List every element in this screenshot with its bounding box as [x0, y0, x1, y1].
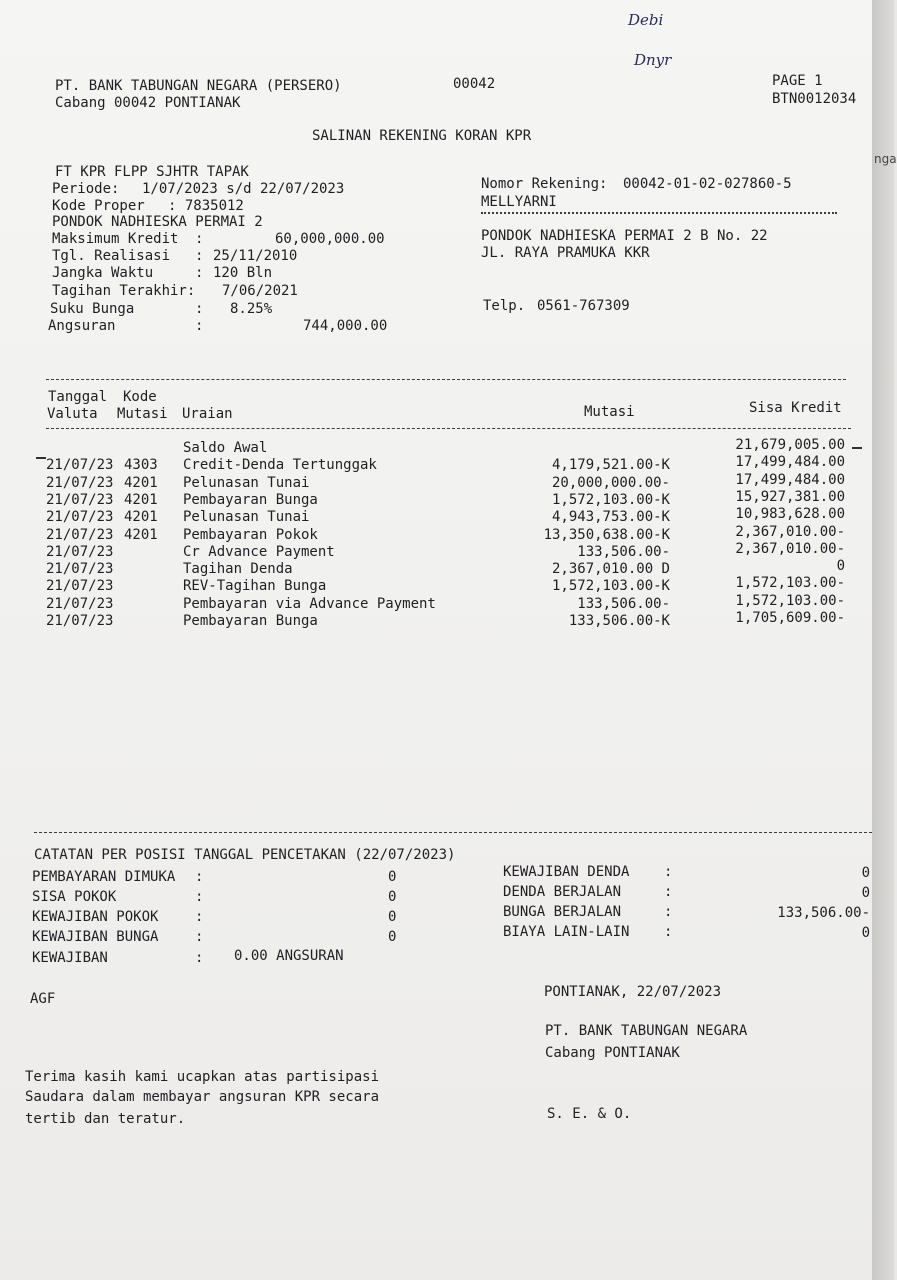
summary-right-value: 133,506.00-: [777, 905, 870, 921]
address-line-1: PONDOK NADHIESKA PERMAI 2 B No. 22: [481, 228, 768, 244]
colon: :: [664, 904, 673, 920]
bank-name: PT. BANK TABUNGAN NEGARA (PERSERO): [55, 78, 342, 94]
agf-code: AGF: [30, 991, 56, 1007]
place-date: PONTIANAK, 22/07/2023: [544, 984, 722, 1000]
nomor-rekening-label: Nomor Rekening:: [481, 176, 608, 192]
branch-name: Cabang 00042 PONTIANAK: [55, 95, 241, 111]
jangka-waktu-label: Jangka Waktu: [52, 265, 154, 281]
row-sisa-kredit: 2,367,010.00-: [735, 524, 845, 540]
periode-value: 1/07/2023 s/d 22/07/2023: [142, 181, 345, 197]
header-valuta: Valuta: [47, 406, 98, 422]
header-mutasi-code: Mutasi: [117, 406, 168, 422]
telp-label: Telp.: [483, 298, 526, 314]
row-description: Pelunasan Tunai: [183, 475, 310, 491]
project-name: PONDOK NADHIESKA PERMAI 2: [52, 214, 263, 230]
handwritten-note-2: Dnyr: [634, 51, 672, 69]
row-description: Pembayaran Bunga: [183, 492, 318, 508]
document-id: BTN0012034: [772, 91, 857, 107]
row-sisa-kredit: 1,572,103.00-: [735, 575, 845, 591]
maks-kredit-value: 60,000,000.00: [275, 231, 385, 247]
row-code: 4201: [124, 492, 158, 508]
row-mutasi: 133,506.00-K: [568, 613, 670, 629]
row-description: REV-Tagihan Bunga: [183, 578, 327, 594]
summary-left-value: 0: [388, 909, 397, 925]
row-sisa-kredit: 1,572,103.00-: [735, 593, 845, 609]
kode-proper-value: : 7835012: [168, 198, 244, 214]
kewajiban-label: KEWAJIBAN: [32, 950, 108, 966]
page-number: PAGE 1: [772, 73, 823, 89]
thanks-line-3: tertib dan teratur.: [25, 1111, 186, 1127]
summary-left-label: KEWAJIBAN POKOK: [32, 909, 159, 925]
signature-branch: Cabang PONTIANAK: [545, 1045, 680, 1061]
colon: :: [195, 950, 204, 966]
row-description: Pelunasan Tunai: [183, 509, 310, 525]
row-mutasi: 1,572,103.00-K: [551, 492, 670, 508]
summary-top-rule: [34, 832, 872, 833]
colon: :: [664, 864, 673, 880]
summary-title: CATATAN PER POSISI TANGGAL PENCETAKAN (22/07/2023): [34, 847, 456, 863]
table-top-rule: [46, 379, 846, 380]
tgl-realisasi-label: Tgl. Realisasi: [52, 248, 171, 264]
row-mutasi: 13,350,638.00-K: [543, 527, 670, 543]
jangka-waktu-value: 120 Bln: [213, 265, 273, 281]
row-mutasi: 4,179,521.00-K: [551, 457, 670, 473]
header-mutasi: Mutasi: [584, 404, 635, 420]
colon: :: [195, 231, 204, 247]
row-code: 4201: [124, 509, 158, 525]
row-date: 21/07/23: [46, 578, 114, 594]
summary-left-label: KEWAJIBAN BUNGA: [32, 929, 159, 945]
margin-tick: [36, 457, 46, 459]
suku-bunga-label: Suku Bunga: [50, 301, 135, 317]
row-date: 21/07/23: [46, 527, 114, 543]
row-description: Cr Advance Payment: [183, 544, 335, 560]
row-mutasi: 1,572,103.00-K: [551, 578, 670, 594]
row-date: 21/07/23: [46, 544, 114, 560]
edge-text-fragment: nga: [874, 152, 897, 166]
angsuran-label: Angsuran: [48, 318, 116, 334]
row-code: 4201: [124, 527, 158, 543]
suku-bunga-value: 8.25%: [230, 301, 273, 317]
colon: :: [195, 248, 204, 264]
row-code: 4303: [124, 457, 158, 473]
header-uraian: Uraian: [182, 406, 233, 422]
row-description: Pembayaran Bunga: [183, 613, 318, 629]
summary-right-value: 0: [861, 885, 870, 901]
thanks-line-2: Saudara dalam membayar angsuran KPR secara: [25, 1089, 380, 1105]
row-mutasi: 2,367,010.00 D: [551, 561, 670, 577]
colon: :: [664, 924, 673, 940]
row-description: Pembayaran Pokok: [183, 527, 318, 543]
summary-right-label: BIAYA LAIN-LAIN: [503, 924, 630, 940]
row-mutasi: 133,506.00-: [577, 544, 670, 560]
branch-code: 00042: [453, 76, 496, 92]
row-mutasi: 4,943,753.00-K: [551, 509, 670, 525]
summary-left-label: SISA POKOK: [32, 889, 117, 905]
row-date: 21/07/23: [46, 475, 114, 491]
dotted-separator: [481, 212, 837, 214]
tgl-realisasi-value: 25/11/2010: [213, 248, 298, 264]
product-name: FT KPR FLPP SJHTR TAPAK: [55, 164, 249, 180]
colon: :: [195, 869, 204, 885]
customer-name: MELLYARNI: [481, 194, 557, 210]
row-mutasi: 133,506.00-: [577, 596, 670, 612]
summary-right-label: DENDA BERJALAN: [503, 884, 622, 900]
row-sisa-kredit: 15,927,381.00: [735, 489, 845, 505]
telp-value: 0561-767309: [537, 298, 630, 314]
summary-right-label: KEWAJIBAN DENDA: [503, 864, 630, 880]
margin-tick: [852, 447, 862, 449]
summary-right-value: 0: [861, 865, 870, 881]
row-date: 21/07/23: [46, 561, 114, 577]
row-description: Saldo Awal: [183, 440, 268, 456]
handwritten-note-1: Debi: [628, 11, 664, 29]
row-sisa-kredit: 10,983,628.00: [735, 506, 845, 522]
row-sisa-kredit: 0: [836, 558, 845, 574]
colon: :: [195, 265, 204, 281]
kewajiban-value: 0.00 ANGSURAN: [234, 948, 344, 964]
row-sisa-kredit: 17,499,484.00: [735, 454, 845, 470]
row-date: 21/07/23: [46, 457, 114, 473]
underlying-page-edge: [872, 0, 897, 1280]
row-date: 21/07/23: [46, 596, 114, 612]
thanks-line-1: Terima kasih kami ucapkan atas partisipasi: [25, 1069, 380, 1085]
row-code: 4201: [124, 475, 158, 491]
colon: :: [195, 909, 204, 925]
colon: :: [195, 301, 204, 317]
periode-label: Periode:: [52, 181, 120, 197]
tagihan-terakhir-value: 7/06/2021: [222, 283, 298, 299]
summary-left-value: 0: [388, 869, 397, 885]
address-line-2: JL. RAYA PRAMUKA KKR: [481, 245, 650, 261]
row-sisa-kredit: 17,499,484.00: [735, 472, 845, 488]
maks-kredit-label: Maksimum Kredit: [52, 231, 179, 247]
nomor-rekening-value: 00042-01-02-027860-5: [623, 176, 792, 192]
row-date: 21/07/23: [46, 509, 114, 525]
row-sisa-kredit: 2,367,010.00-: [735, 541, 845, 557]
row-mutasi: 20,000,000.00-: [551, 475, 670, 491]
row-date: 21/07/23: [46, 613, 114, 629]
signature-code: S. E. & O.: [547, 1106, 632, 1122]
row-sisa-kredit: 21,679,005.00: [735, 437, 845, 453]
header-sisa-kredit: Sisa Kredit: [749, 400, 842, 416]
row-description: Credit-Denda Tertunggak: [183, 457, 377, 473]
summary-left-value: 0: [388, 929, 397, 945]
colon: :: [195, 318, 204, 334]
header-tanggal: Tanggal: [48, 389, 108, 405]
kode-proper-label: Kode Proper: [52, 198, 145, 214]
colon: :: [664, 884, 673, 900]
row-date: 21/07/23: [46, 492, 114, 508]
row-description: Pembayaran via Advance Payment: [183, 596, 436, 612]
summary-left-value: 0: [388, 889, 397, 905]
colon: :: [195, 889, 204, 905]
document-title: SALINAN REKENING KORAN KPR: [312, 128, 532, 144]
header-kode: Kode: [123, 389, 157, 405]
signature-bank: PT. BANK TABUNGAN NEGARA: [545, 1023, 748, 1039]
summary-right-label: BUNGA BERJALAN: [503, 904, 622, 920]
summary-left-label: PEMBAYARAN DIMUKA: [32, 869, 176, 885]
tagihan-terakhir-label: Tagihan Terakhir:: [52, 283, 196, 299]
table-header-rule: [46, 428, 851, 429]
row-description: Tagihan Denda: [183, 561, 293, 577]
colon: :: [195, 929, 204, 945]
row-sisa-kredit: 1,705,609.00-: [735, 610, 845, 626]
angsuran-value: 744,000.00: [303, 318, 388, 334]
summary-right-value: 0: [861, 925, 870, 941]
